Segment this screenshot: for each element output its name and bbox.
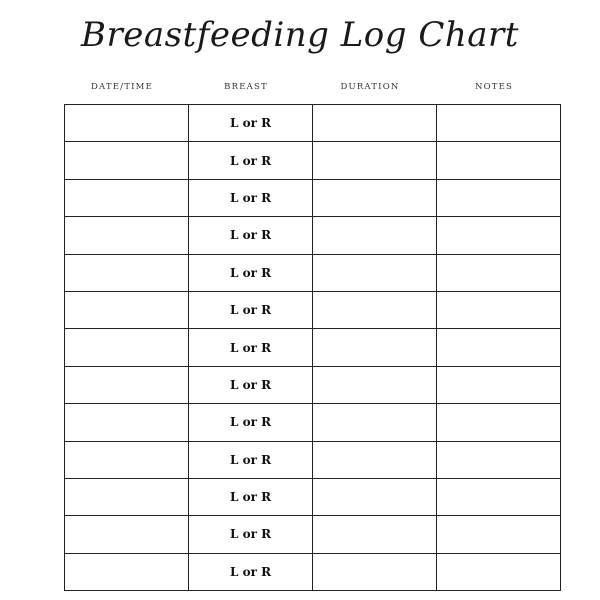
table-row [65,105,561,142]
notes-cell[interactable] [437,404,561,441]
table-row [65,291,561,328]
breast-cell[interactable]: L or R [189,553,313,590]
breast-cell[interactable]: L or R [189,217,313,254]
date-time-cell[interactable] [65,105,189,142]
date-time-cell[interactable] [65,478,189,515]
date-time-cell[interactable] [65,404,189,441]
table-row [65,441,561,478]
duration-cell[interactable] [313,105,437,142]
column-header-notes: NOTES [474,82,514,92]
table-row [65,366,561,403]
notes-cell[interactable] [437,142,561,179]
date-time-cell[interactable] [65,254,189,291]
duration-cell[interactable] [313,329,437,366]
table-row [65,553,561,590]
duration-cell[interactable] [313,254,437,291]
notes-cell[interactable] [437,366,561,403]
column-header-duration: DURATION [340,82,400,92]
date-time-cell[interactable] [65,291,189,328]
duration-cell[interactable] [313,366,437,403]
date-time-cell[interactable] [65,441,189,478]
notes-cell[interactable] [437,105,561,142]
notes-cell[interactable] [437,329,561,366]
duration-cell[interactable] [313,291,437,328]
duration-cell[interactable] [313,516,437,553]
breast-cell[interactable]: L or R [189,142,313,179]
breast-cell[interactable]: L or R [189,329,313,366]
table-row [65,516,561,553]
notes-cell[interactable] [437,217,561,254]
date-time-cell[interactable] [65,179,189,216]
notes-cell[interactable] [437,179,561,216]
notes-cell[interactable] [437,478,561,515]
notes-cell[interactable] [437,254,561,291]
breast-cell[interactable]: L or R [189,366,313,403]
table-row [65,254,561,291]
log-table [64,104,561,591]
table-row [65,404,561,441]
table-row [65,217,561,254]
duration-cell[interactable] [313,142,437,179]
column-header-breast: BREAST [224,82,268,92]
breast-cell[interactable]: L or R [189,441,313,478]
date-time-cell[interactable] [65,142,189,179]
table-row [65,142,561,179]
duration-cell[interactable] [313,404,437,441]
breast-cell[interactable]: L or R [189,179,313,216]
duration-cell[interactable] [313,441,437,478]
page-title: Breastfeeding Log Chart [81,15,519,55]
duration-cell[interactable] [313,478,437,515]
duration-cell[interactable] [313,179,437,216]
date-time-cell[interactable] [65,217,189,254]
duration-cell[interactable] [313,553,437,590]
table-row [65,329,561,366]
duration-cell[interactable] [313,217,437,254]
breast-cell[interactable]: L or R [189,404,313,441]
date-time-cell[interactable] [65,366,189,403]
notes-cell[interactable] [437,291,561,328]
breast-cell[interactable]: L or R [189,291,313,328]
log-table-body [65,105,561,591]
date-time-cell[interactable] [65,553,189,590]
breast-cell[interactable]: L or R [189,105,313,142]
notes-cell[interactable] [437,441,561,478]
breast-cell[interactable]: L or R [189,478,313,515]
column-header-date-time: DATE/TIME [91,82,153,92]
date-time-cell[interactable] [65,329,189,366]
breast-cell[interactable]: L or R [189,254,313,291]
table-row [65,478,561,515]
breast-cell[interactable]: L or R [189,516,313,553]
date-time-cell[interactable] [65,516,189,553]
column-headers [60,80,556,94]
table-row [65,179,561,216]
notes-cell[interactable] [437,516,561,553]
notes-cell[interactable] [437,553,561,590]
